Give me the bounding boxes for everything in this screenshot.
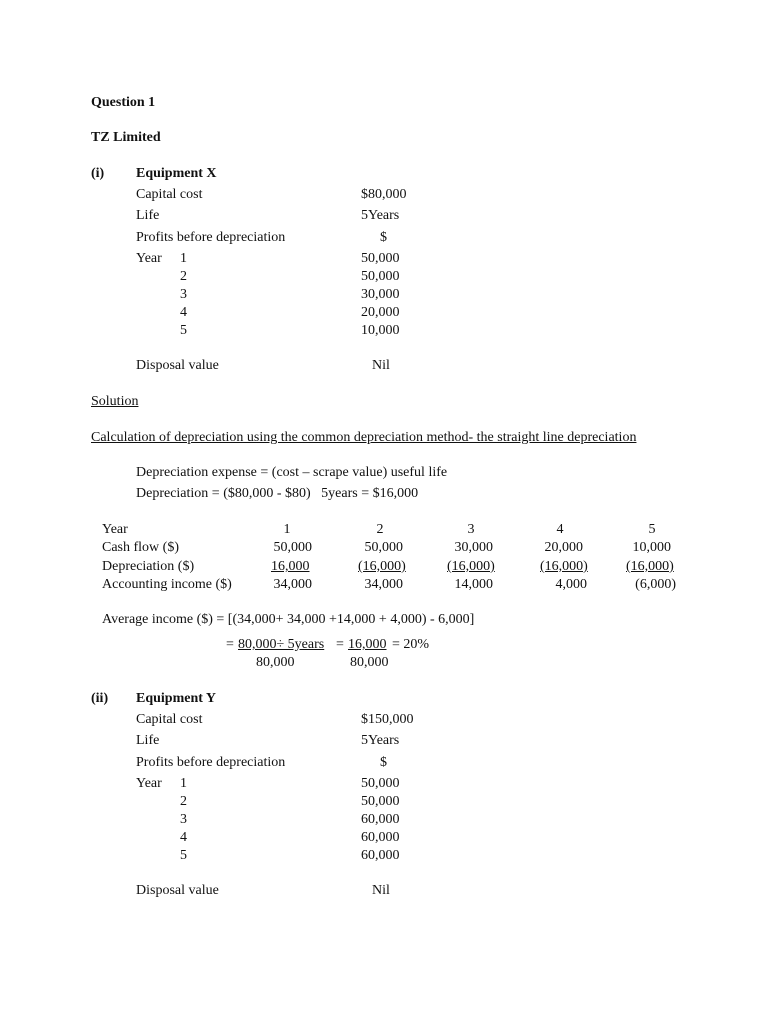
table-year-header: 4 bbox=[556, 522, 564, 537]
fraction-numerator: 80,000÷ 5years bbox=[238, 637, 325, 652]
capital-cost-value: $150,000 bbox=[361, 712, 414, 727]
company-name: TZ Limited bbox=[91, 130, 161, 145]
year-number: 3 bbox=[180, 287, 187, 302]
disposal-label: Disposal value bbox=[136, 358, 219, 373]
cash-flow-label: Cash flow ($) bbox=[102, 540, 179, 555]
profit-value: 50,000 bbox=[361, 776, 400, 791]
table-cell: (16,000) bbox=[626, 559, 674, 574]
profit-value: 20,000 bbox=[361, 305, 400, 320]
profits-label: Profits before depreciation bbox=[136, 230, 286, 245]
year-number: 3 bbox=[180, 812, 187, 827]
result-percentage: = 20% bbox=[392, 637, 430, 652]
average-income-line: Average income ($) = [(34,000+ 34,000 +14,000 + 4,000) - 6,000] bbox=[102, 612, 475, 627]
part-ii-label: (ii) bbox=[91, 691, 109, 706]
profits-unit: $ bbox=[380, 755, 387, 770]
profit-value: 10,000 bbox=[361, 323, 400, 338]
disposal-value: Nil bbox=[372, 358, 390, 373]
table-cell: (16,000) bbox=[358, 559, 406, 574]
capital-cost-label: Capital cost bbox=[136, 712, 203, 727]
table-cell: 20,000 bbox=[544, 540, 583, 555]
life-value: 5Years bbox=[361, 208, 400, 223]
table-cell: (16,000) bbox=[447, 559, 495, 574]
capital-cost-value: $80,000 bbox=[361, 187, 407, 202]
profit-value: 30,000 bbox=[361, 287, 400, 302]
year-number: 2 bbox=[180, 794, 187, 809]
profit-value: 60,000 bbox=[361, 830, 400, 845]
depreciation-label: Depreciation ($) bbox=[102, 559, 195, 574]
year-number: 2 bbox=[180, 269, 187, 284]
table-header-label: Year bbox=[102, 522, 128, 537]
solution-label: Solution bbox=[91, 394, 139, 409]
formula-expense: Depreciation expense = (cost – scrape value) useful life bbox=[136, 465, 448, 480]
table-year-header: 2 bbox=[376, 522, 384, 537]
fraction-denominator: 80,000 bbox=[256, 655, 295, 670]
capital-cost-label: Capital cost bbox=[136, 187, 203, 202]
life-label: Life bbox=[136, 208, 160, 223]
table-cell: 30,000 bbox=[454, 540, 493, 555]
year-number: 5 bbox=[180, 323, 187, 338]
table-cell: 50,000 bbox=[273, 540, 312, 555]
table-cell: 34,000 bbox=[364, 577, 403, 592]
equipment-x-heading: Equipment X bbox=[136, 166, 217, 181]
equals-sign: = bbox=[336, 637, 344, 652]
profits-label: Profits before depreciation bbox=[136, 755, 286, 770]
year-number: 5 bbox=[180, 848, 187, 863]
year-label: Year bbox=[136, 776, 162, 791]
equals-sign: = bbox=[226, 637, 234, 652]
life-value: 5Years bbox=[361, 733, 400, 748]
question-title: Question 1 bbox=[91, 95, 156, 110]
profit-value: 60,000 bbox=[361, 848, 400, 863]
table-cell: (6,000) bbox=[635, 577, 676, 592]
method-heading: Calculation of depreciation using the common depreciation method- the straight line depreciation bbox=[91, 430, 637, 445]
table-cell: 14,000 bbox=[454, 577, 493, 592]
fraction-denominator: 80,000 bbox=[350, 655, 389, 670]
year-number: 4 bbox=[180, 305, 187, 320]
profit-value: 60,000 bbox=[361, 812, 400, 827]
table-year-header: 1 bbox=[283, 522, 291, 537]
year-number: 1 bbox=[180, 251, 187, 266]
profit-value: 50,000 bbox=[361, 794, 400, 809]
year-number: 1 bbox=[180, 776, 187, 791]
table-cell: 34,000 bbox=[273, 577, 312, 592]
table-year-header: 3 bbox=[467, 522, 475, 537]
equipment-y-heading: Equipment Y bbox=[136, 691, 217, 706]
disposal-label: Disposal value bbox=[136, 883, 219, 898]
formula-depreciation: Depreciation = ($80,000 - $80) 5years = $16,000 bbox=[136, 486, 419, 501]
table-cell: 4,000 bbox=[555, 577, 587, 592]
table-cell: 10,000 bbox=[632, 540, 671, 555]
part-i-label: (i) bbox=[91, 166, 105, 181]
income-label: Accounting income ($) bbox=[102, 577, 232, 592]
profit-value: 50,000 bbox=[361, 251, 400, 266]
year-label: Year bbox=[136, 251, 162, 266]
table-year-header: 5 bbox=[648, 522, 656, 537]
table-cell: 50,000 bbox=[364, 540, 403, 555]
fraction-numerator: 16,000 bbox=[348, 637, 387, 652]
profits-unit: $ bbox=[380, 230, 387, 245]
table-cell: 16,000 bbox=[271, 559, 310, 574]
life-label: Life bbox=[136, 733, 160, 748]
table-cell: (16,000) bbox=[540, 559, 588, 574]
year-number: 4 bbox=[180, 830, 187, 845]
disposal-value: Nil bbox=[372, 883, 390, 898]
profit-value: 50,000 bbox=[361, 269, 400, 284]
